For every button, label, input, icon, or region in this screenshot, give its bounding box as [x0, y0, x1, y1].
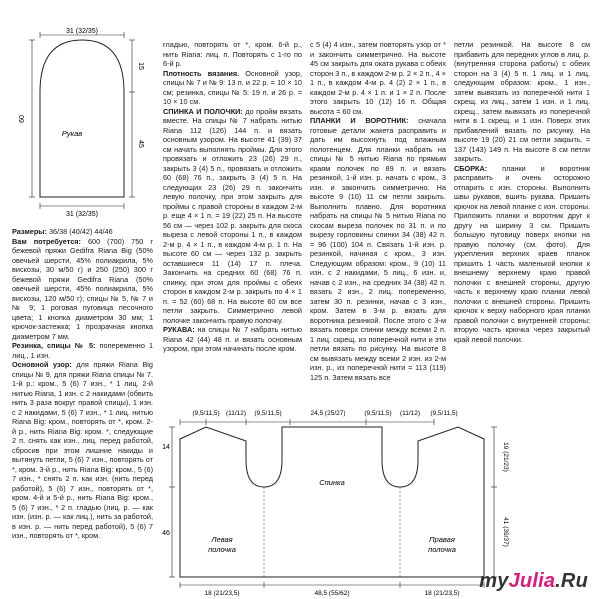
right-front-label-2: полочка	[428, 545, 456, 554]
bands-collar-paragraph: ПЛАНКИ И ВОРОТНИК: сначала готовые детали жакета расправить и дать им высохнуть под влажным полотенцем. Для планки набрать на спицы № 5 нитью Riana по прямым краям полочек по 89 п. и вязать резинкой, 1-й изн. р. начать с кром., 3 изн. и закончить симметрично. На высоте 9 (10) 11 см петли закрыть. Выполнить плавно. Для воротника набрать на спицы № 5 нитью Riana по скосам выреза полочек по 31 п. и по вырезу горловины спинки 34 (38) 42 п. = 96 (100) 104 п. Связать 1-й изн. р. резинкой, начиная с кром., 3 изн. Следующим образом: кром., 9 (10) 11 изн. с 2 накидами, 5 лиц., 6 изн. и, начав с 2 изн., на средних 34 (38) 42 п. вязать 2 изн., 2 лиц. попеременно, затем 30 п. резинки, начав с 3 изн., кром. Затем в 3-м р. вязать для воротника резинкой. После этого с 3-м вязать поверх спинки между всеми 2 п. 1 лиц. скрещ. из поперечной нити и эти петли вязать по рисунку. На высоте 8 см вывязать между всеми 2 изн. из 2-м изн. р., из поперечной нити = 113 (119) 125 п. Затем вязать все	[310, 116, 446, 382]
dim-top-1: (9,5/11,5)	[192, 410, 220, 417]
dim-right-top: 19 (21/23)	[502, 442, 509, 472]
sleeve-lower-height: 45	[137, 140, 144, 148]
instructions-column-2	[310, 40, 446, 405]
dim-top-2: (11/12)	[225, 410, 247, 417]
dim-left-top: 14	[162, 444, 170, 451]
dim-right-bottom: 41 (39/37)	[502, 517, 509, 547]
instructions-column-1	[163, 40, 302, 405]
site-logo: myJulia.Ru	[479, 570, 588, 592]
right-front-label-1: Правая	[429, 535, 455, 544]
rib-paragraph: Резинка, спицы № 5: попеременно 1 лиц., 1 изн.	[12, 341, 153, 360]
body-outline	[180, 427, 484, 577]
dim-top-6: (11/12)	[399, 410, 421, 417]
sleeve-cap-paragraph: с 5 (4) 4 изн., затем повторять узор от * и закончить симметрично. На высоте 45 см закрыть для оката рукава с обеих сторон 3 п., в каждом 2-м р. 2 × 2 п., 4 × 1 п., в каждом 4-м р. 4 (2) 2 × 1 п., в каждом 2-м р. 4 × 1 п. и 1 × 2 п. После этого закрыть 10 (12) 16 п. Общая высота = 60 см.	[310, 40, 446, 116]
sleeve-left-height: 60	[19, 115, 26, 123]
dim-bottom-left: 18 (21/23,5)	[204, 590, 240, 597]
sleeve-cap-height: 15	[137, 62, 144, 70]
dim-left-bottom: 46	[162, 530, 170, 537]
dim-bottom-right: 18 (21/23,5)	[424, 590, 460, 597]
sleeves-paragraph: РУКАВА: на спицы № 7 набрать нитью Riana 42 (44) 48 п. и вязать основным узором, при этом начинать после кром.	[163, 325, 302, 353]
pattern-end-paragraph: гладью, повторять от *, кром. 6-й р., нить Riana: лиц. п. Повторять с 1-го по 6-й р.	[163, 40, 302, 68]
gauge-paragraph: Плотность вязания. Основной узор, спицы № 7 и № 9: 13 п. и 22 р. = 10 × 10 см; резинка, спицы № 5: 19 п. и 26 р. = 10 × 10 см.	[163, 68, 302, 106]
sleeve-diagram	[6, 22, 156, 227]
dim-top-7: (9,5/11,5)	[430, 410, 458, 417]
sleeve-outline	[40, 40, 124, 197]
dim-top-3: (9,5/11,5)	[254, 410, 282, 417]
instructions-column-3	[454, 40, 590, 405]
sleeve-top-width: 31 (32/35)	[66, 28, 98, 35]
collar-end-paragraph: петли резинкой. На высоте 8 см прибавить для передних углов в лиц. р. (внутренняя сторона работы) с обеих сторон на 3 (4) 5 п. 1 лиц. и 1 лиц. следующим образом: кром., 1 изн., затем вывязать из поперечной нити 1 скрещ. из лиц., затем 1 изн. и 1 лиц. скрещ., затем вывязать из поперечной нити в 1 скрещ. и 1 изн. Поверх этих прибавлений вязать по рисунку. На высоте 19 (20) 21 см петли закрыть. = 137 (143) 149 п. На высоте 8 см петли закрыть.	[454, 40, 590, 163]
body-diagram	[154, 405, 596, 597]
dim-top-5: (9,5/11,5)	[364, 410, 392, 417]
back-fronts-paragraph: СПИНКА И ПОЛОЧКИ: до пройм вязать вместе. На спицы № 7 набрать нитью Riana 112 (126) 144 п. и вязать основным узором. На высоте 41 (39) 37 см начать выполнять проймы. Для этого провязать и отложить 23 (26) 29 п., закрыть 3 (4) 5 п., провязать и отложить 60 (68) 76 п., закрыть 3 (4) 5 п. На следующих 23 (26) 29 п. закончить левую полочку, при этом закрыть для проймы с правой стороны в каждом 2-м р. еще 4 × 1 п. = 19 (22) 25 п. На высоте 56 см — через 102 р. закрыть для скоса выреза с левой стороны 1 п., в каждом 2-м р. 4 × 1 п., в каждом 4-м р. 1 п. На высоте 60 см — через 132 р. закрыть оставшиеся 11 (14) 17 п. плеча. Закончить на средних 60 (68) 76 п. спинку, при этом для проймы с обеих сторон в каждом 2-м р. закрыть по 4 × 1 п. = 52 (60) 68 п. На высоте 60 см все петли закрыть. Симметрично левой полочке закончить правую полочку.	[163, 106, 302, 325]
assembly-paragraph: СБОРКА: планки и воротник расправить и очень осторожно отпарить с изн. стороны. Выполнить швы рукавов, вшить рукава. Пришить крючок на левой планке с изн. стороны. Приложить планки и воротник друг к другу на ширину 3 см. Пришить большую пуговицу поверх кнопки на правую полочку (см. фото). Для укрепления верхних краев планок пришить 1 часть маленькой кнопки к внешнему верхнему краю правой полочки с внешней стороны, другую часть к верхнему краю планки левой полочки с внешней стороны. Пришить крючок к верху наборного края планки правой полочки с внутренней стороны; вторую часть крючка через закрытый край левой полочки.	[454, 163, 590, 344]
materials-column	[12, 227, 153, 597]
dim-bottom-mid: 48,5 (55/62)	[314, 590, 350, 597]
back-label: Спинка	[319, 478, 345, 487]
sleeve-bottom-width: 31 (32/35)	[66, 211, 98, 218]
materials-paragraph: Вам потребуется: 600 (700) 750 г бежевой пряжи Gedifra Riana Big (50% овечьей шерсти, 45% полиакрила, 5% вискозы, 30 м/50 г) и 250 (250) 300 г бежевой пряжи Gedifra Riana (50% овечьей шерсти, 45% полиакрила, 5% вискозы, 120 м/50 г); спицы № 5, № 7 и № 9; 1 роговая пуговица песочного цвета; 1 кнопка диаметром 30 мм; 1 крючок-застежка; 1 прозрачная кнопка диаметром 7 мм.	[12, 236, 153, 341]
main-pattern-paragraph: Основной узор: для пряжи Riana Big спицы № 9, для пряжи Riana спицы № 7. 1-й р.: кром., 5 (6) 7 изн., * 1 лиц. 2-й нитью Riana, 1 изн. с 2 накидами (обвить нить 3 раза вокруг правой спицы), 1 изн. с 2 накидами, 5 (6) 7 изн., * 1 лиц. нитью Riana Big: кром., повторять от *, кром. 2-й р., нить Riana Big: кром. *, следующие 2 п. снять как изн., лиц. перед работой, сбросив при этом лишние накиды и вытянуть петли, 5 (6) 7 изн., повторять от *, кром. 3-й р., нить Riana Big: кром., 5 (6) 7 изн., * снять 2 п. как изн. (нить перед работой), 5 (6) 7 изн., повторять от *, кром. 4-й и 5-й р., нить Riana Big: кром., 5 (6) 7 изн., * 2 п. гладью (лиц. р. — как изн. (изн. р. — как лиц.), нить за работой, в изн. р. — нить перед работой), 5 (6) 7 изн., повторять от *, кром.	[12, 360, 153, 540]
dim-top-4: 24,5 (25/27)	[310, 410, 346, 417]
sizes-paragraph: Размеры: 36/38 (40/42) 44/46	[12, 227, 113, 236]
left-front-label-1: Левая	[211, 535, 233, 544]
sleeve-label: Рукав	[61, 129, 83, 138]
left-front-label-2: полочка	[208, 545, 236, 554]
